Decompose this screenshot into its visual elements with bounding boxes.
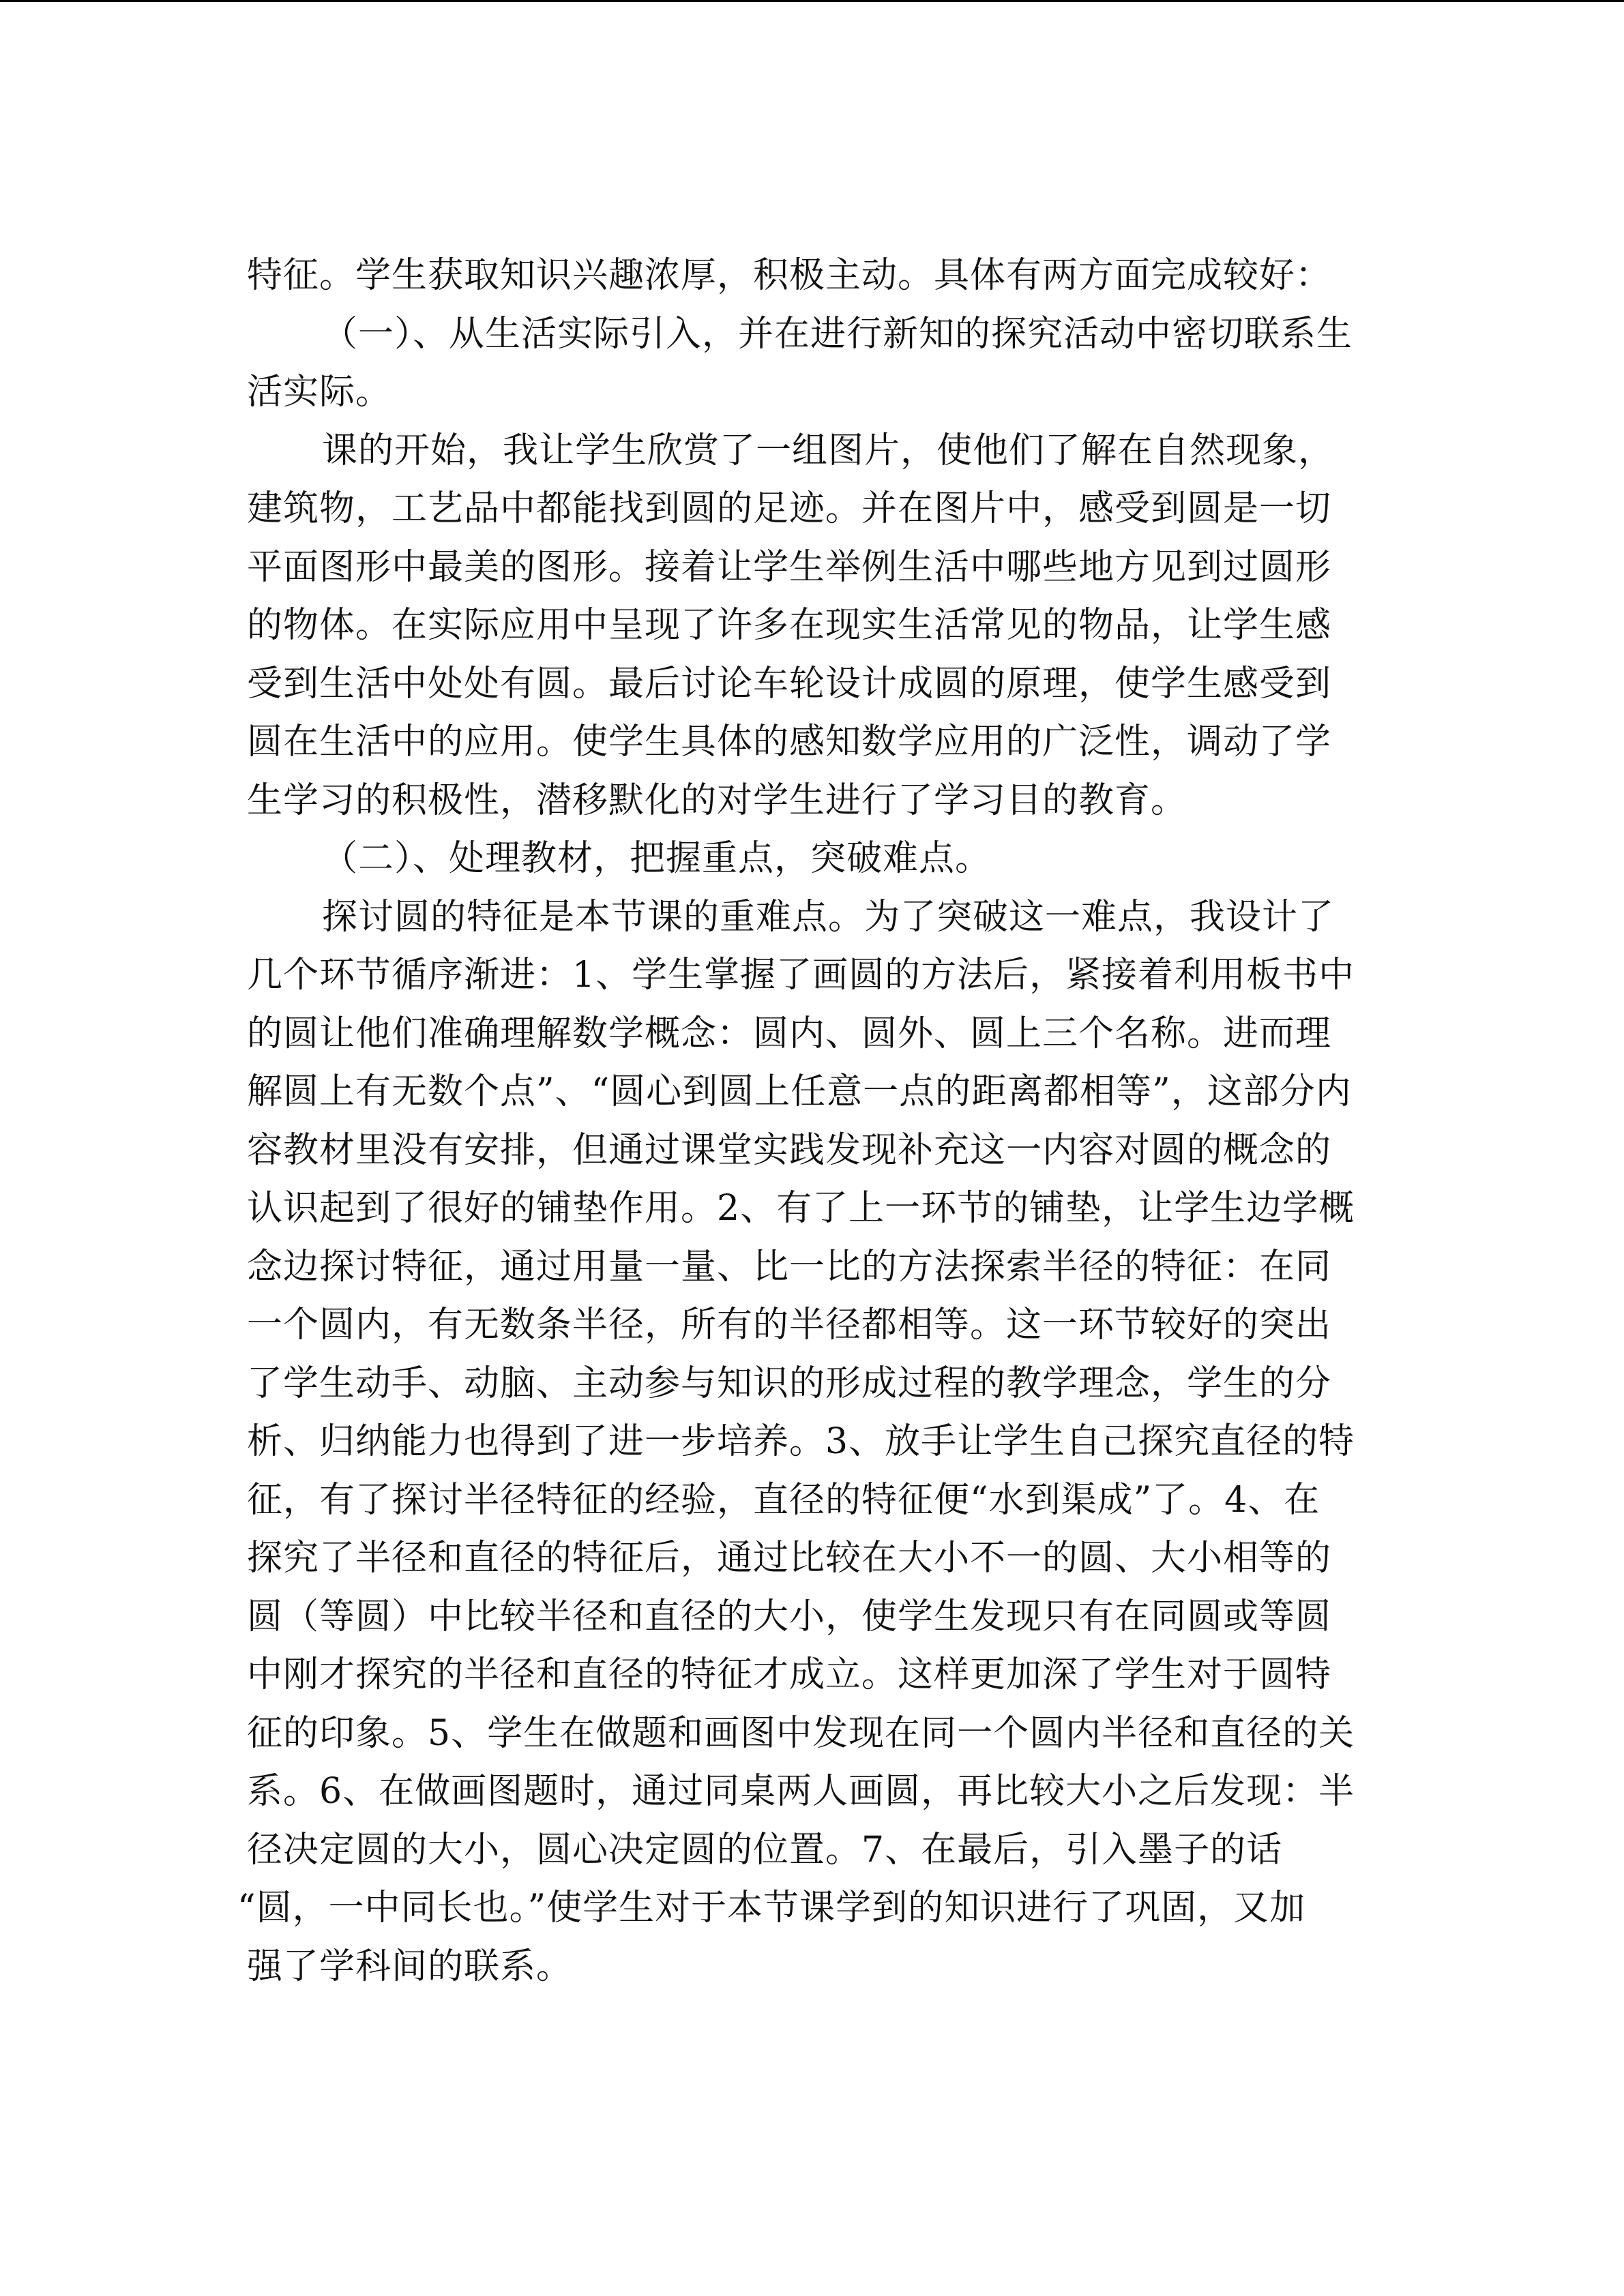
text-line-8: 受到生活中处处有圆。最后讨论车轮设计成圆的原理，使学生感受到 <box>247 663 1332 704</box>
text-line-21: 析、归纳能力也得到了进一步培养。3、放手让学生自己探究直径的特 <box>247 1421 1355 1462</box>
text-line-30: 强了学科间的联系。 <box>247 1945 573 1987</box>
text-line-19: 一个圆内，有无数条半径，所有的半径都相等。这一环节较好的突出 <box>247 1304 1332 1345</box>
text-line-1: 特征。学生获取知识兴趣浓厚，积极主动。具体有两方面完成较好： <box>247 255 1332 296</box>
text-line-9: 圆在生活中的应用。使学生具体的感知数学应用的广泛性，调动了学 <box>247 721 1332 762</box>
text-line-17: 认识起到了很好的铺垫作用。2、有了上一环节的铺垫，让学生边学概 <box>247 1188 1355 1229</box>
text-line-28: 径决定圆的大小，圆心决定圆的位置。7、在最后，引入墨子的话 <box>247 1829 1283 1870</box>
text-line-16: 容教材里没有安排，但通过课堂实践发现补充这一内容对圆的概念的 <box>247 1129 1332 1171</box>
text-line-20: 了学生动手、动脑、主动参与知识的形成过程的教学理念，学生的分 <box>247 1362 1332 1404</box>
section-heading-1: （一）、从生活实际引入，并在进行新知的探究活动中密切联系生 <box>322 313 1353 355</box>
text-line-22: 征，有了探讨半径特征的经验，直径的特征便“水到渠成”了。4、在 <box>247 1479 1320 1521</box>
text-line-4: 课的开始，我让学生欣赏了一组图片，使他们了解在自然现象， <box>322 430 1335 471</box>
text-line-15: 解圆上有无数个点”、“圆心到圆上任意一点的距离都相等”，这部分内 <box>247 1071 1352 1112</box>
text-line-10: 生学习的积极性，潜移默化的对学生进行了学习目的教育。 <box>247 779 1187 821</box>
text-line-3: 活实际。 <box>247 372 392 413</box>
section-heading-2: （二）、处理教材，把握重点，突破难点。 <box>322 838 992 879</box>
text-line-29: “圆，一中同长也。”使学生对于本节课学到的知识进行了巩固，又加 <box>237 1888 1306 1928</box>
text-line-5: 建筑物，工艺品中都能找到圆的足迹。并在图片中，感受到圆是一切 <box>247 488 1332 529</box>
text-line-13: 几个环节循序渐进：1、学生掌握了画圆的方法后，紧接着利用板书中 <box>247 955 1355 996</box>
text-line-14: 的圆让他们准确理解数学概念：圆内、圆外、圆上三个名称。进而理 <box>247 1013 1332 1054</box>
text-line-7: 的物体。在实际应用中呈现了许多在现实生活常见的物品，让学生感 <box>247 605 1332 646</box>
text-line-6: 平面图形中最美的图形。接着让学生举例生活中哪些地方见到过圆形 <box>247 546 1332 588</box>
text-line-27: 系。6、在做画图题时，通过同桌两人画圆，再比较大小之后发现：半 <box>247 1771 1355 1812</box>
text-line-23: 探究了半径和直径的特征后，通过比较在大小不一的圆、大小相等的 <box>247 1538 1332 1579</box>
text-line-18: 念边探讨特征，通过用量一量、比一比的方法探索半径的特征：在同 <box>247 1246 1332 1287</box>
text-line-25: 中刚才探究的半径和直径的特征才成立。这样更加深了学生对于圆特 <box>247 1654 1332 1695</box>
document-body <box>237 247 1421 1996</box>
page-top-border <box>0 0 1624 2</box>
text-line-12: 探讨圆的特征是本节课的重难点。为了突破这一难点，我设计了 <box>322 896 1335 938</box>
text-line-26: 征的印象。5、学生在做题和画图中发现在同一个圆内半径和直径的关 <box>247 1712 1355 1754</box>
text-line-24: 圆（等圆）中比较半径和直径的大小，使学生发现只有在同圆或等圆 <box>247 1596 1332 1637</box>
